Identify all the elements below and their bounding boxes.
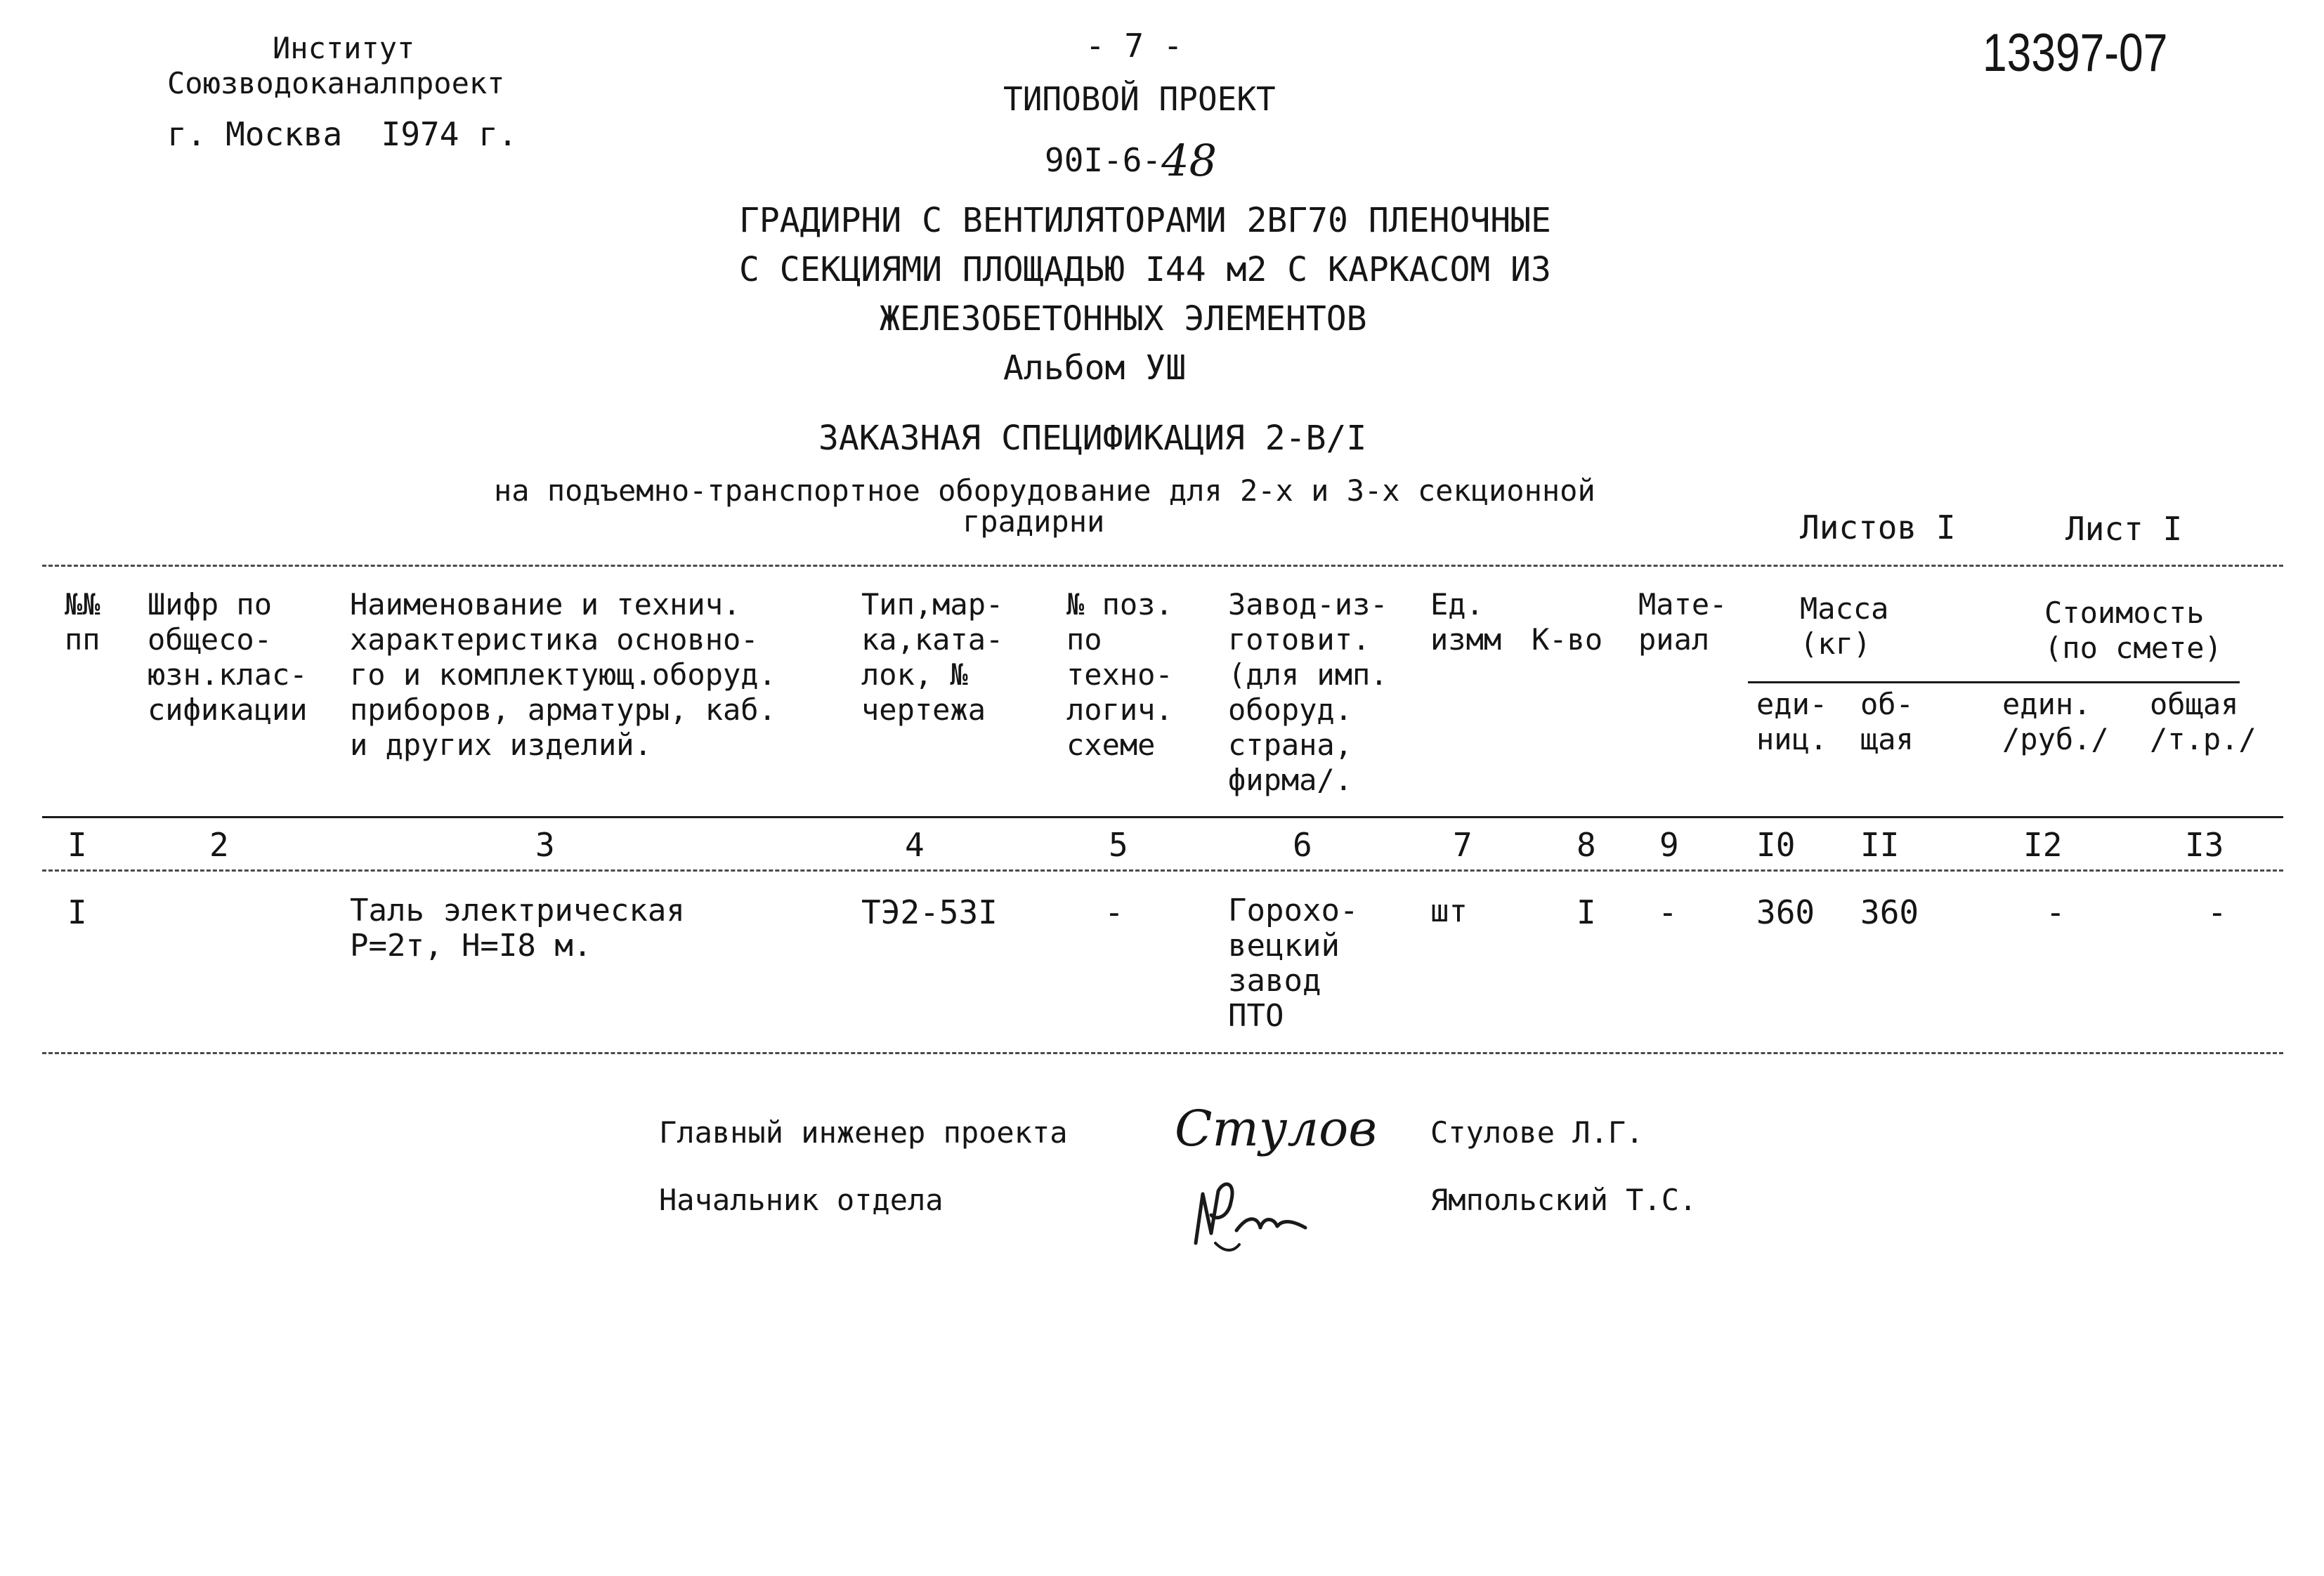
department-head-label: Начальник отдела: [659, 1183, 944, 1217]
header-classification-code: Шифр по общесо- юзн.клас- сификации: [148, 587, 308, 727]
spec-title: ЗАКАЗНАЯ СПЕЦИФИКАЦИЯ 2-В/I: [818, 419, 1367, 458]
header-mass-group: Масса (кг): [1800, 591, 1889, 661]
header-quantity: К-во: [1532, 622, 1603, 657]
col-number: I2: [2023, 826, 2063, 864]
row-unit: шт: [1430, 893, 1468, 929]
header-cost-unit: един. /руб./: [2002, 687, 2109, 756]
header-position: № поз. по техно- логич. схеме: [1066, 587, 1173, 762]
row-cost-total: -: [2207, 893, 2227, 931]
row-quantity: I: [1576, 893, 1596, 931]
org-name-line1: Институт: [273, 31, 415, 65]
row-type-catalog: ТЭ2-53I: [861, 893, 998, 931]
row-number: I: [67, 893, 87, 931]
title-line3: ЖЕЛЕЗОБЕТОННЫХ ЭЛЕМЕНТОВ: [880, 299, 1367, 339]
header-cost-total: общая /т.р./: [2150, 687, 2257, 756]
column-numbers-rule: [42, 869, 2283, 872]
header-type-catalog: Тип,мар- ка,ката- лок, № чертежа: [861, 587, 1004, 727]
row-manufacturer: Горохо- вецкий завод ПТО: [1228, 893, 1359, 1034]
header-manufacturer: Завод-из- готовит. (для имп. оборуд. страна, фирма/.: [1228, 587, 1388, 797]
chief-engineer-name: Стулове Л.Г.: [1430, 1115, 1644, 1150]
row-cost-unit: -: [2046, 893, 2065, 931]
header-mass-total: об- щая: [1860, 687, 1914, 756]
col-number: 7: [1453, 826, 1473, 864]
project-number-handwritten: 48: [1161, 135, 1218, 186]
org-name-line2: Союзводоканалпроект: [167, 66, 505, 100]
chief-engineer-signature: Стулов: [1175, 1100, 1377, 1157]
row-mass-total: 360: [1860, 893, 1919, 931]
table-bottom-rule: [42, 1052, 2283, 1054]
header-unit: Ед. измм: [1430, 587, 1502, 657]
title-line1: ГРАДИРНИ С ВЕНТИЛЯТОРАМИ 2ВГ70 ПЛЕНОЧНЫЕ: [739, 201, 1551, 240]
group-split-rule: [1748, 681, 2240, 683]
department-head-signature: [1187, 1166, 1328, 1264]
sheets-total: Листов I: [1800, 508, 1956, 546]
col-number: 4: [905, 826, 925, 864]
project-label: ТИПОВОЙ ПРОЕКТ: [1003, 80, 1276, 118]
col-number: 8: [1576, 826, 1596, 864]
header-item-name: Наименование и технич. характеристика основно- го и комплектующ.оборуд. приборов, арматуры, каб. и других изделий.: [350, 587, 776, 762]
sheet-current: Лист I: [2065, 510, 2183, 548]
project-number-typed: 90I-6-: [1045, 141, 1162, 179]
col-number: I: [67, 826, 87, 864]
chief-engineer-label: Главный инженер проекта: [659, 1115, 1068, 1150]
archive-number: 13397-07: [1983, 23, 2168, 83]
header-row-number: №№ пп: [65, 587, 100, 657]
department-head-name: Ямпольский Т.С.: [1430, 1183, 1697, 1217]
col-number: 9: [1659, 826, 1679, 864]
spec-subtitle-line2: градирни: [962, 504, 1105, 539]
org-city-year: г. Москва I974 г.: [167, 115, 518, 153]
table-top-rule: [42, 565, 2283, 567]
header-bottom-rule: [42, 816, 2283, 818]
col-number: 2: [209, 826, 229, 864]
page-number: - 7 -: [1085, 27, 1183, 65]
row-mass-unit: 360: [1756, 893, 1815, 931]
header-cost-group: Стоимость (по смете): [2044, 596, 2222, 665]
project-number: [1045, 135, 1218, 186]
col-number: II: [1860, 826, 1900, 864]
header-mass-unit: еди- ниц.: [1756, 687, 1828, 756]
col-number: 6: [1293, 826, 1312, 864]
header-material: Мате- риал: [1638, 587, 1728, 657]
col-number: 5: [1109, 826, 1128, 864]
album-label: Альбом УШ: [1003, 348, 1187, 388]
title-line2: С СЕКЦИЯМИ ПЛОЩАДЬЮ I44 м2 С КАРКАСОМ ИЗ: [739, 250, 1551, 289]
col-number: I3: [2185, 826, 2224, 864]
row-position: -: [1104, 893, 1124, 931]
row-material: -: [1658, 893, 1678, 931]
col-number: 3: [535, 826, 555, 864]
row-item-name: Таль электрическая Р=2т, Н=I8 м.: [350, 893, 685, 964]
col-number: I0: [1756, 826, 1796, 864]
spec-subtitle-line1: на подъемно-транспортное оборудование для 2-х и 3-х секционной: [494, 473, 1595, 508]
